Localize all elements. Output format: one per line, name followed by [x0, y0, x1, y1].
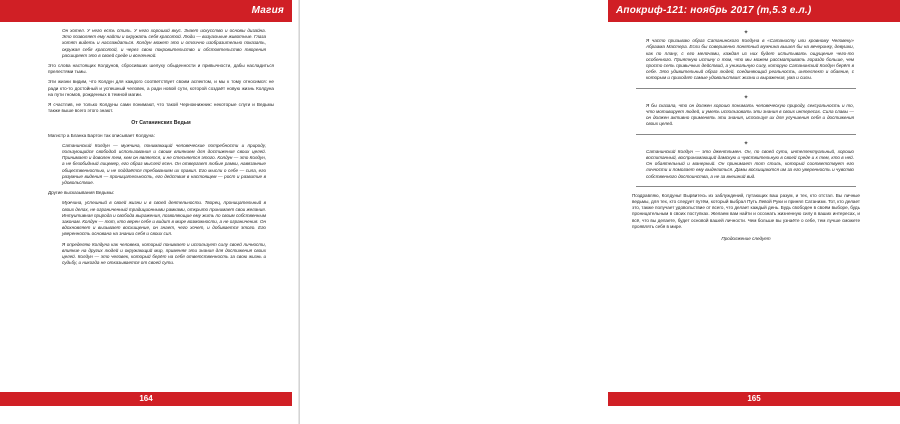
- right-paragraph-1: Поздравляю, Колдуны! Вырвитесь из заблуждений, путающих ваш разум, и тех, кто отстал. Вы личные ведьмы, для тех, кто следует путём, который выбрал Путь Левой Руки и принял Сатанизм. Тот, кто делает это, также получает удовольствие от всего, что делает каждый день. Будь свободен в своём выборе, будь проницательным в своих поступках. Желаем вам найти и осознать жизненную силу в ваших интересах, и всё, что вы делаете, будет основой вашей личности. Чем больше вы узнаёте о себе, тем лучше сможете проявлять себя в мире.: [632, 192, 860, 229]
- left-quote-3: Мужчина, успешный в своей жизни и в своей деятельности. Творец, проницательный в своих делах, не ограниченный традиционными рамками, открыто принимает свои желания. Интуитивная природа и свобода выражения, позволяющие ему жить по своим собственным законам. Колдун — тот, кто верен себе и видит в мире возможности, а не ограничения. Он вдохновляет и вызывает восхищение, он знает, чего хочет, и добивается этого. Его уверенность основана на знании себя и своих сил.: [62, 200, 266, 237]
- right-content: [632, 28, 860, 242]
- divider: [636, 134, 856, 135]
- left-quote-2: Сатанинский Колдун — мужчина, понимающий человеческие потребности и природу, пользующийся свободой использования и своим влиянием для достижения своих целей. Принимает и доволен тем, кем он является, и не стесняется этого. Колдун — это Колдун, а не безобидный лицемер, его образ мыслей ясен. Он отвергает любые рамки, навязанные общественностью, и не поддаётся требованиям их правил. Его мысли о себе — сила, его разумные видения — проницательность, его действия в настоящем — рост и развитие в удовольствие.: [62, 142, 266, 186]
- star-separator-icon: ✦: [743, 30, 749, 36]
- right-page: [300, 0, 860, 424]
- left-quote-1: Он хотел. У него есть стиль. У него хороший вкус. Знает искусство и основы дизайна. Это позволяет ему найти и окружать себя красотой. Люди — визуальные животные. Глаза хотят видеть и наслаждаться. Колдун может это и отлично изобразительно показать, окружая себя красотой, и через свою покровительство и обстоятельство творения расширяет это в своей среде и вселенной.: [62, 28, 266, 58]
- right-header: [608, 0, 900, 22]
- star-separator-icon: ✦: [743, 94, 749, 101]
- left-paragraph-3: Я счастлив, не только Колдуны сами понимают, что такой Чернокнижник: некоторые слуги и Ведьмы также выше всего этого знают.: [48, 102, 274, 114]
- right-page-number: 165: [747, 394, 761, 403]
- left-header-title: Магия: [251, 5, 284, 16]
- right-footer: [608, 392, 900, 406]
- left-quote-4: Я определяю Колдуна как человека, который понимает и использует силу своей личности, влияние на других людей и окружающий мир, применяя эти знания для достижения своих целей. Колдун — это человек, который берёт на себя ответственность за свою жизнь и судьбу, и никогда не отказывается от своей сути.: [62, 241, 266, 266]
- right-header-title: Апокриф-121: ноябрь 2017 (т,5.3 е.л.): [616, 5, 812, 16]
- star-separator-icon: ✦: [743, 140, 749, 147]
- section-title: От Сатанинских Ведьм: [131, 120, 191, 127]
- right-quote-1: Я часто призываю образ Сатанинского Колдуна в «Сатанисту или кровному Человеку» Абраама Мастера. Если бы совершенно понятный мужчина вышел бы на вечеринку, девушки, как по плану, с его мелочами, каждая из них будет испытывать ощущение чего-то особенного. Приятную истину о том, что мы можем рассматривать гораздо больше, чем просто сеть привычных действий, а уникальную силу, которую Сатанинский Колдун берёт в себе. Это удивительный образ людей, соединяющий реальность, интеллект и обаяние, с которым и приходят самые удовольствия: жизни и выражения, ума и силы.: [646, 38, 854, 81]
- left-content: [48, 28, 274, 271]
- left-paragraph-2: Эти жизни видим, что Колдун для каждого соответствует своим аспектом, и мы к тому относимся: не ради кто-то достойный и успешный человек, а ради новой сути, которой создаёт новую жизнь Колдуна на пути гномов, рожденных в темной магии.: [48, 79, 274, 97]
- left-footer: [0, 392, 292, 406]
- left-header: [0, 0, 292, 22]
- to-be-continued: Продолжение следует: [721, 236, 771, 242]
- left-paragraph-1: Это слова настоящих Колдунов, сбросивших шелуху обыденности и привычности, дабы насладиться прелестями тьмы.: [48, 63, 274, 75]
- left-page-number: 164: [139, 394, 153, 403]
- right-quote-3: Сатанинский Колдун — это джентльмен. Он, по своей сути, интеллектуальный, хорошо воспитанный, воспринимающий дамскую и чувствительную в своей среде и к тем, кто в ней. Он обаятельный и манерный. Он принимает тот стиль, который соответствует его личности и помогает ему выделиться. Дамы восхищаются им за его уверенность и чувство собственного достоинства, а не за внешний вид.: [646, 148, 854, 179]
- right-quote-2: Я бы сказала, что он должен хорошо понимать человеческую природу, сексуальность и то, что мотивирует людей, и уметь использовать эти знания в своих интересах. Сила славы — он должен активно применять эти знания, используя их для улучшения себя и достижения своих целей.: [646, 102, 854, 127]
- divider: [636, 186, 856, 187]
- left-page: [0, 0, 300, 424]
- left-paragraph-4: Магистр а Бланка Бартон так описывает Колдуна:: [48, 132, 155, 138]
- left-paragraph-5: Другие высказывания Ведьмы:: [48, 190, 115, 196]
- divider: [636, 88, 856, 89]
